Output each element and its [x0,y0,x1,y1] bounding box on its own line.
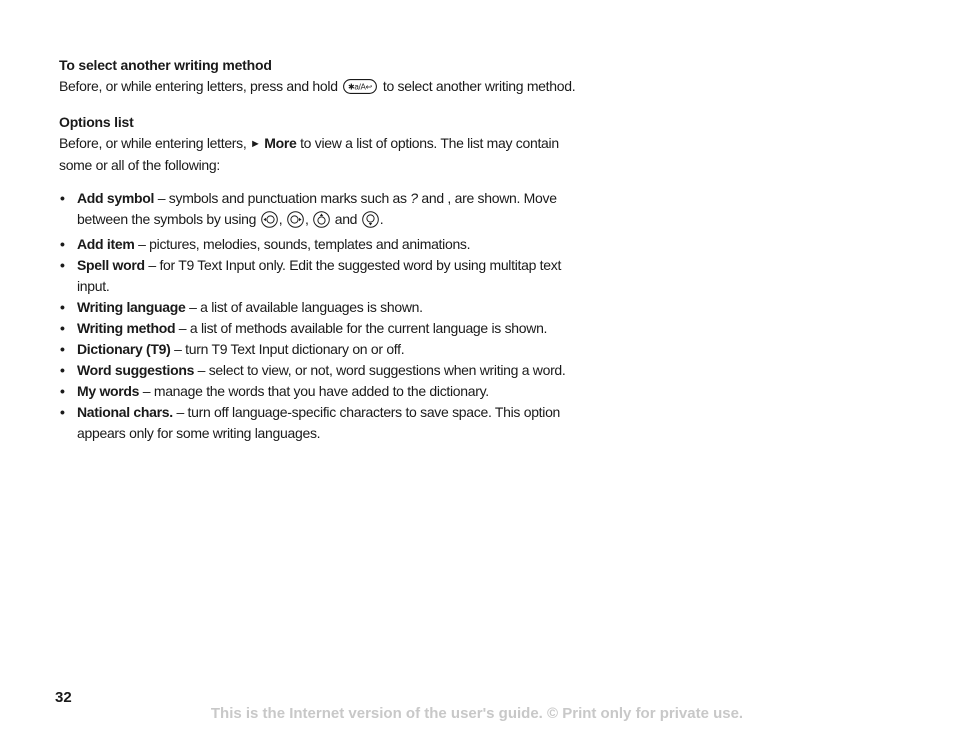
list-item: • Dictionary (T9) – turn T9 Text Input dictionary on or off. [60,341,405,357]
page-number: 32 [55,689,72,706]
list-item: • Add item – pictures, melodies, sounds, templates and animations. [60,236,471,252]
list-item: • Writing method – a list of methods available for the current language is shown. [60,320,548,336]
section-heading-options-list: Options list [59,114,134,130]
svg-text:✱a/A↩: ✱a/A↩ [348,82,373,92]
list-item: • Add symbol – symbols and punctuation marks such as ? and , are shown. Move between the symbols by using , , and . [59,188,589,234]
options-list [59,188,589,444]
nav-right-icon [287,211,304,234]
options-list-intro: Before, or while entering letters, ► More to view a list of options. The list may contain some or all of the following: [59,135,559,173]
list-item: • Writing language – a list of available languages is shown. [60,299,423,315]
list-item: • Word suggestions – select to view, or not, word suggestions when writing a word. [60,362,566,378]
list-item: • Spell word – for T9 Text Input only. Edit the suggested word by using multitap text input. [60,257,562,294]
writing-method-text: Before, or while entering letters, press and hold ✱a/A↩ to select another writing method. [59,76,589,100]
options-list-section [59,112,589,176]
nav-down-icon [362,211,379,234]
footer-note: This is the Internet version of the user's guide. © Print only for private use. [210,705,744,722]
section-heading-writing-method: To select another writing method [59,57,272,73]
nav-left-icon [261,211,278,234]
star-key-icon [343,79,377,100]
guide-content [59,55,589,444]
arrow-right-icon: ► [250,138,261,150]
nav-up-icon [313,211,330,234]
list-item: • My words – manage the words that you have added to the dictionary. [60,383,489,399]
writing-method-section [59,55,589,100]
list-item: • National chars. – turn off language-specific characters to save space. This option appears only for some writing languages. [60,404,561,441]
more-label: More [264,135,297,151]
